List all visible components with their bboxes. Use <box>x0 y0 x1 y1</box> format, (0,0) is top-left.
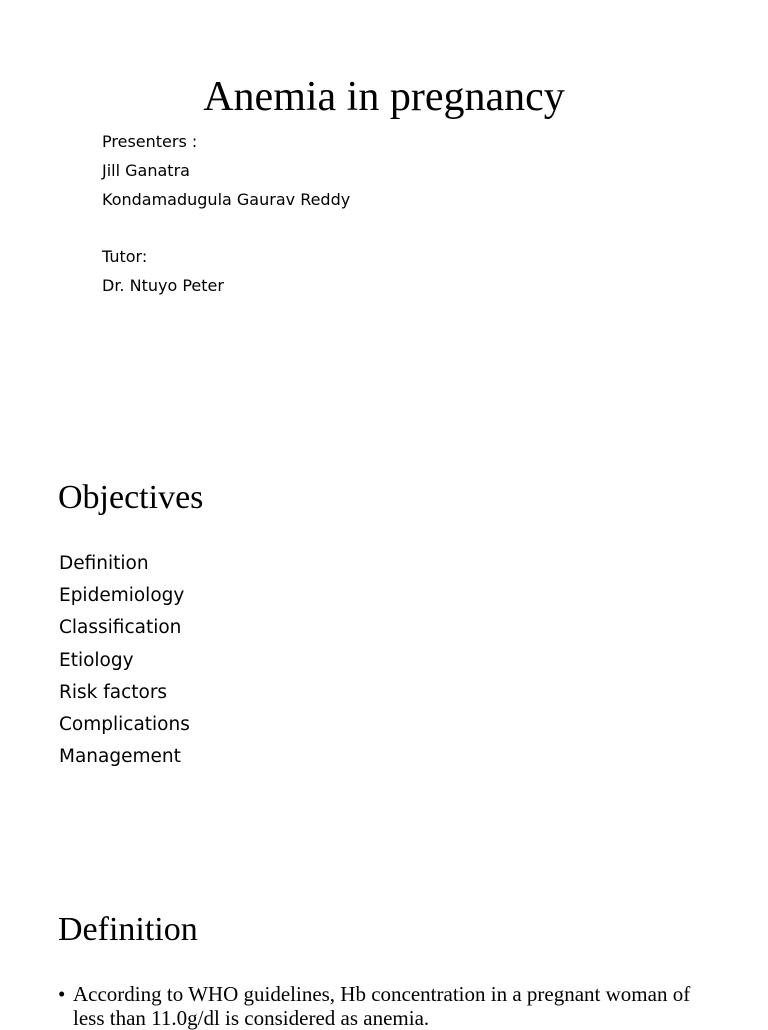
definition-slide <box>0 860 768 1030</box>
tutor-label: Tutor: <box>102 247 148 267</box>
definition-body <box>58 982 718 1030</box>
definition-title: Definition <box>58 911 198 948</box>
list-item: Definition <box>59 553 149 574</box>
list-item: Management <box>59 746 181 768</box>
presenter-name: Jill Ganatra <box>102 160 190 180</box>
presentation-title: Anemia in pregnancy <box>203 74 565 120</box>
title-slide <box>0 0 768 430</box>
list-item: Complications <box>59 714 190 736</box>
presenters-label: Presenters : <box>102 132 198 151</box>
objectives-slide <box>0 430 768 860</box>
list-item: Epidemiology <box>59 585 185 607</box>
objectives-title: Objectives <box>58 479 204 516</box>
presenters-block <box>102 128 350 301</box>
list-item: Risk factors <box>59 681 168 703</box>
objectives-list <box>59 548 190 773</box>
bullet-point <box>58 982 718 1030</box>
list-item: Classification <box>59 617 182 639</box>
presenter-name: Kondamadugula Gaurav Reddy <box>102 189 351 209</box>
bullet-text: According to WHO guidelines, Hb concentration in a pregnant woman of less than 11.0g/dl is considered as anemia. <box>73 982 691 1030</box>
tutor-name: Dr. Ntuyo Peter <box>102 275 224 295</box>
bullet-icon: • <box>58 982 66 1006</box>
spacer <box>102 214 350 243</box>
list-item: Etiology <box>59 649 134 671</box>
